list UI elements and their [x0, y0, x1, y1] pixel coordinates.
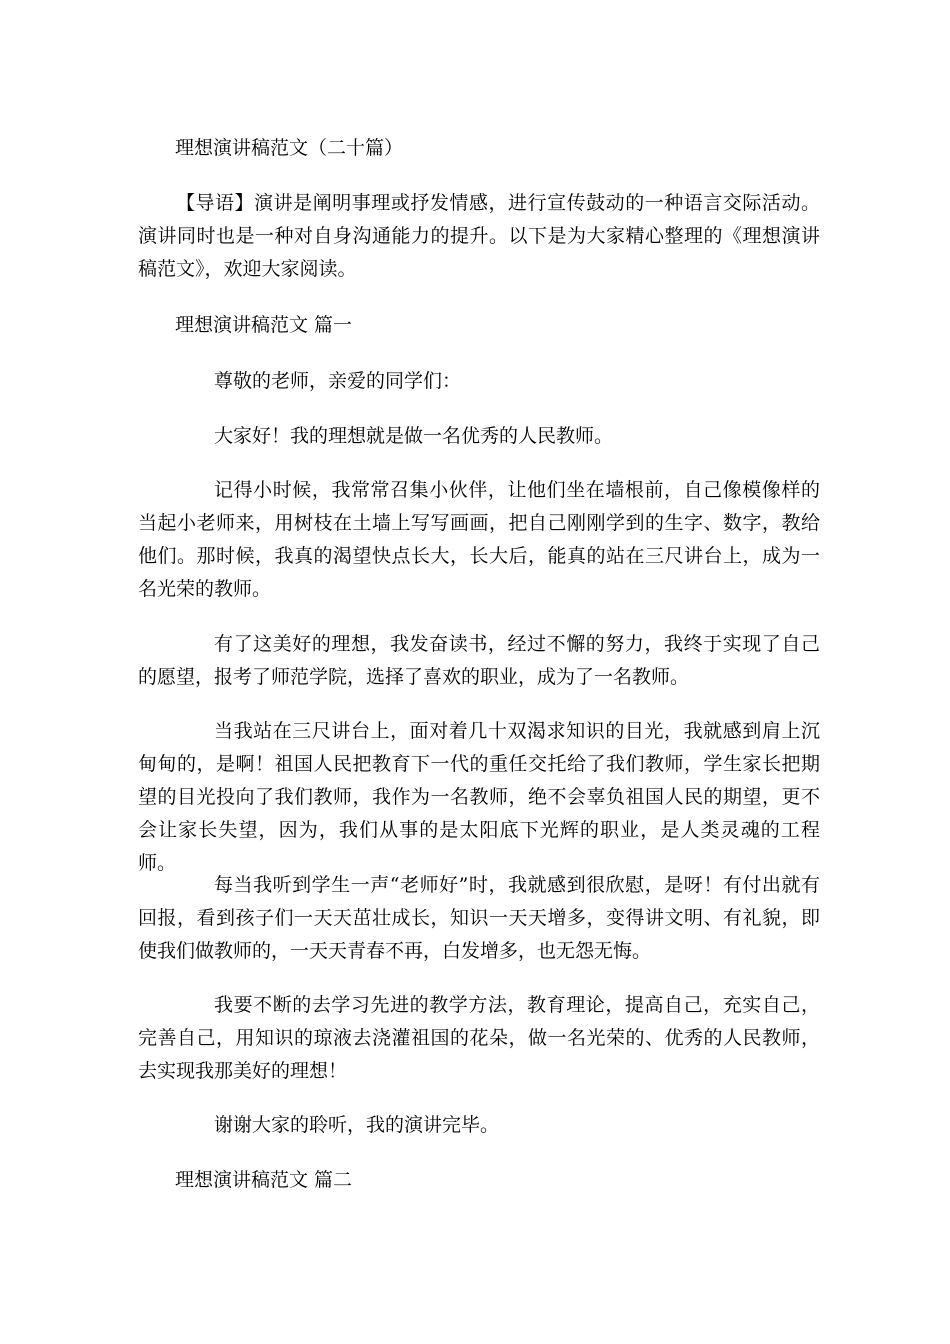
body-paragraph: 当我站在三尺讲台上，面对着几十双渴求知识的目光，我就感到肩上沉甸甸的，是啊！祖国人民把教育下一代的重任交托给了我们教师，学生家长把期望的目光投向了我们教师，我作为一名教师，绝不会辜负祖国人民的期望，更不会让家长失望，因为，我们从事的是太阳底下光辉的职业，是人类灵魂的工程师。 — [138, 720, 820, 874]
closing-line: 谢谢大家的聆听，我的演讲完毕。 — [214, 1114, 500, 1136]
section-heading-2: 理想演讲稿范文 篇二 — [175, 1169, 353, 1191]
body-paragraph: 有了这美好的理想，我发奋读书，经过不懈的努力，我终于实现了自己的愿望，报考了师范学院，选择了喜欢的职业，成为了一名教师。 — [138, 633, 820, 688]
body-paragraph: 我要不断的去学习先进的教学方法，教育理论，提高自己，充实自己，完善自己，用知识的琼液去浇灌祖国的花朵，做一名光荣的、优秀的人民教师，去实现我那美好的理想！ — [138, 994, 820, 1082]
salutation: 尊敬的老师，亲爱的同学们： — [214, 370, 462, 392]
section-heading-1: 理想演讲稿范文 篇一 — [175, 314, 353, 336]
greeting: 大家好！我的理想就是做一名优秀的人民教师。 — [214, 425, 614, 447]
body-paragraph: 记得小时候，我常常召集小伙伴，让他们坐在墙根前，自己像模像样的当起小老师来，用树枝在土墙上写写画画，把自己刚刚学到的生字、数字，教给他们。那时候，我真的渴望快点长大，长大后，能真的站在三尺讲台上，成为一名光荣的教师。 — [138, 479, 820, 600]
intro-paragraph: 【导语】演讲是阐明事理或抒发情感，进行宣传鼓动的一种语言交际活动。演讲同时也是一种对自身沟通能力的提升。以下是为大家精心整理的《理想演讲稿范文》，欢迎大家阅读。 — [138, 192, 820, 280]
document-title: 理想演讲稿范文（二十篇） — [175, 137, 404, 159]
body-paragraph: 每当我听到学生一声“老师好”时，我就感到很欣慰，是呀！有付出就有回报，看到孩子们一天天茁壮成长，知识一天天增多，变得讲文明、有礼貌，即使我们做教师的，一天天青春不再，白发增多，也无怨无悔。 — [138, 874, 820, 962]
